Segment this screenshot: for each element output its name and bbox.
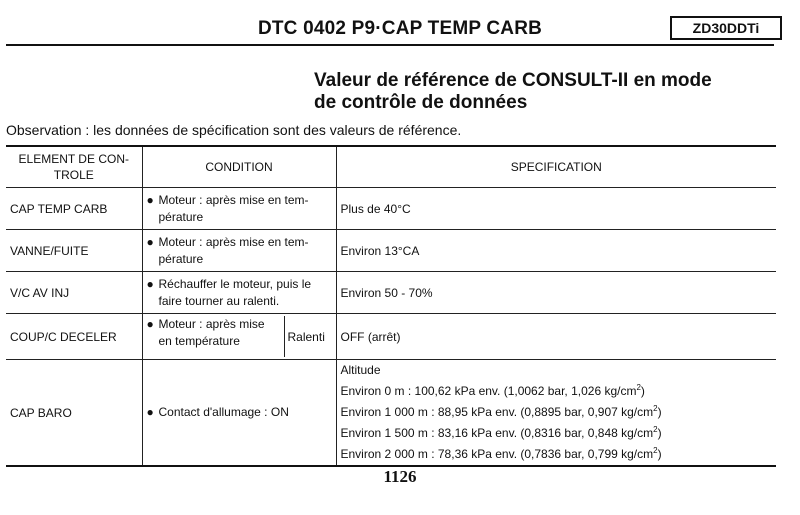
condition-sub-cell: Ralenti — [284, 316, 332, 357]
table-row — [6, 360, 776, 467]
spec-cell: OFF (arrêt) — [336, 314, 776, 360]
bullet-icon: ● — [146, 192, 154, 207]
condition-text: Contact d'allumage : ON — [158, 405, 289, 419]
spec-cell: Plus de 40°C — [336, 188, 776, 230]
element-cell: VANNE/FUITE — [6, 230, 142, 272]
condition-text: en température — [158, 334, 240, 348]
condition-text: faire tourner au ralenti. — [158, 293, 280, 308]
element-cell: V/C AV INJ — [6, 272, 142, 314]
spec-line: Environ 1 500 m : 83,16 kPa env. (0,8316 bar, 0,848 $kg/cm^2$) — [340, 425, 662, 440]
spec-line: Environ 0 m : 100,62 kPa env. (1,0062 bar, 1,026 $kg/cm^2$) — [340, 383, 645, 398]
table-row — [6, 188, 776, 230]
reference-value-table — [6, 145, 776, 467]
table-row — [6, 230, 776, 272]
condition-text: Moteur : après mise en tem- — [158, 234, 309, 249]
header-element — [6, 146, 142, 188]
header-specification: SPECIFICATION — [336, 146, 776, 188]
condition-text: Réchauffer le moteur, puis le — [158, 276, 312, 291]
bullet-icon: ● — [146, 276, 154, 291]
header-element-line-2: TROLE — [53, 168, 94, 182]
condition-cell — [142, 272, 336, 314]
element-cell: CAP TEMP CARB — [6, 188, 142, 230]
condition-cell — [142, 230, 336, 272]
spec-heading: Altitude — [340, 363, 381, 377]
condition-text: pérature — [158, 251, 204, 266]
element-cell: CAP BARO — [6, 360, 142, 467]
spec-cell: Environ 50 - 70% — [336, 272, 776, 314]
table-header-row — [6, 146, 776, 188]
bullet-icon: ● — [146, 405, 154, 419]
observation-text: Observation : les données de spécification sont des valeurs de référence. — [6, 122, 462, 138]
page-number: 1126 — [383, 467, 417, 486]
bullet-icon: ● — [146, 234, 154, 249]
condition-text: Moteur : après mise — [158, 317, 265, 331]
header-element-line-1: ELEMENT DE CON- — [18, 152, 129, 166]
section-title-line-1: Valeur de référence de CONSULT-II en mode — [314, 70, 712, 91]
model-badge: ZD30DDTi — [670, 16, 782, 40]
spec-line: Environ 2 000 m : 78,36 kPa env. (0,7836 bar, 0,799 $kg/cm^2$) — [340, 446, 662, 461]
table-row — [6, 272, 776, 314]
header-condition: CONDITION — [142, 146, 336, 188]
condition-cell — [142, 314, 336, 360]
condition-cell — [142, 188, 336, 230]
section-title — [314, 70, 784, 114]
spec-cell: Environ 13°CA — [336, 230, 776, 272]
spec-cell — [336, 360, 776, 467]
spec-line: Environ 1 000 m : 88,95 kPa env. (0,8895 bar, 0,907 $kg/cm^2$) — [340, 404, 662, 419]
element-cell: COUP/C DECELER — [6, 314, 142, 360]
table-row — [6, 314, 776, 360]
condition-text: Moteur : après mise en tem- — [158, 192, 309, 207]
bullet-icon: ● — [146, 317, 154, 331]
condition-cell — [142, 360, 336, 467]
page-title: DTC 0402 P9·CAP TEMP CARB — [257, 18, 543, 39]
section-title-line-2: de contrôle de données — [314, 92, 528, 113]
header-rule — [6, 44, 774, 46]
condition-text: pérature — [158, 209, 204, 224]
